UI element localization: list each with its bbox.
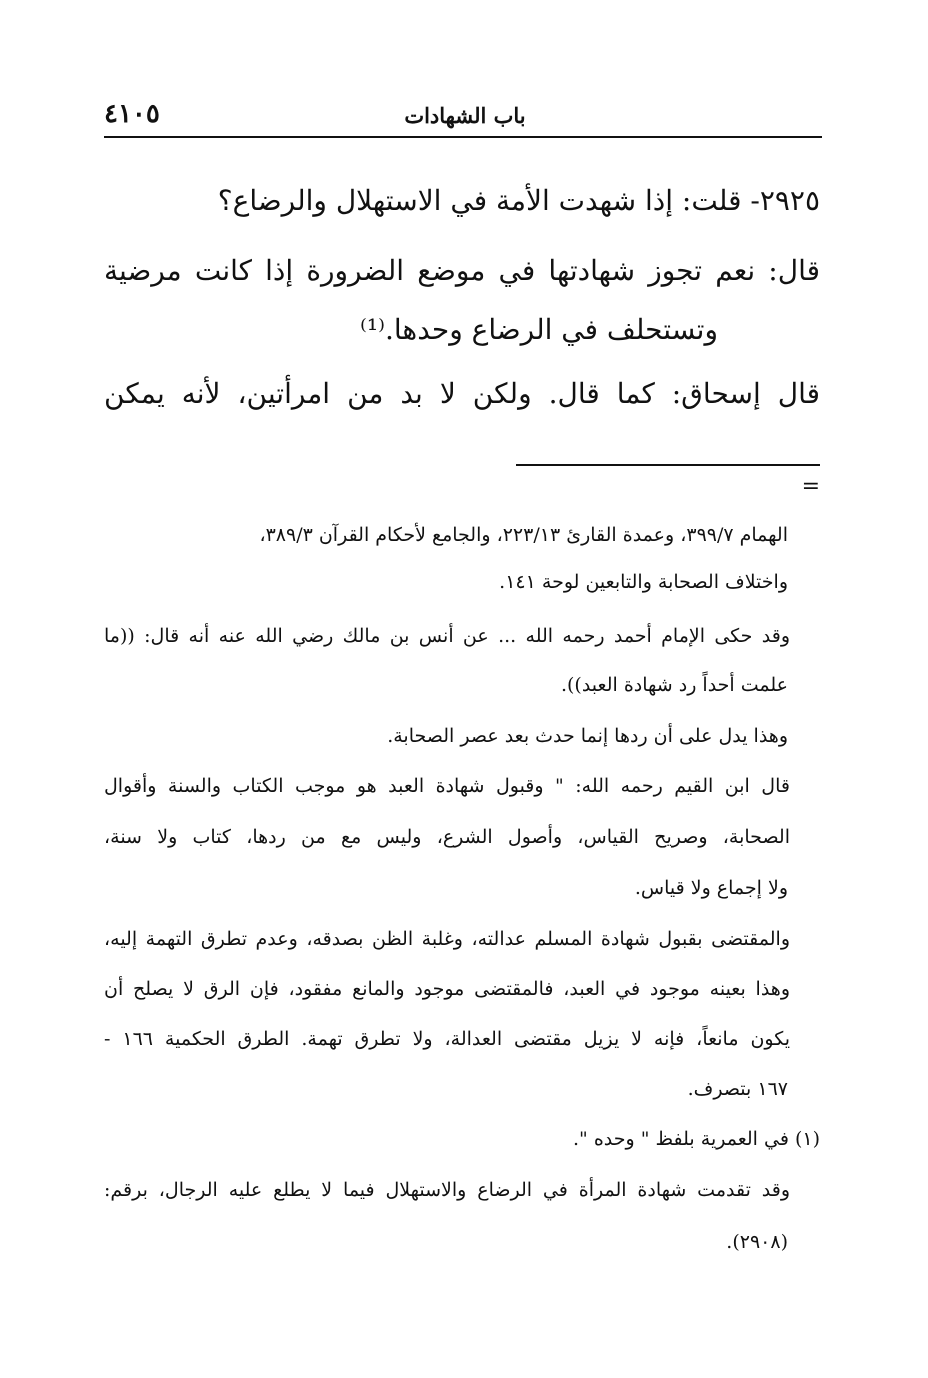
footnote-line: ١٦٧ بتصرف. [687,1078,788,1100]
footnote-line: الهمام ٣٩٩/٧، وعمدة القارئ ٢٢٣/١٣، والجامع لأحكام القرآن ٣٨٩/٣، [259,524,788,546]
footnote-line: قال ابن القيم رحمه الله: " وقبول شهادة العبد هو موجب الكتاب والسنة وأقوال [104,775,790,797]
footnote-line: والمقتضى بقبول شهادة المسلم عدالته، وغلبة الظن بصدقه، وعدم تطرق التهمة إليه، [104,928,790,950]
ishaq-line: قال إسحاق: كما قال. ولكن لا بد من امرأتين، لأنه يمكن [104,377,820,410]
header-rule [104,136,822,138]
footnote-line: الصحابة، وصريح القياس، وأصول الشرع، وليس مع من ردها، كتاب ولا سنة، [104,826,790,848]
page-number: ٤١٠٥ [104,99,160,129]
footnote-line: واختلاف الصحابة والتابعين لوحة ١٤١. [499,571,788,593]
footnote-line: علمت أحداً رد شهادة العبد)). [560,674,788,696]
footnote-line: وهذا بعينه موجود في العبد، فالمقتضى موجود والمانع مفقود، فإن الرق لا يصلح أن [104,978,790,1000]
footnote-line: وقد تقدمت شهادة المرأة في الرضاع والاستهلال فيما لا يطلع عليه الرجال، برقم: [104,1179,790,1201]
footnote-line: يكون مانعاً، فإنه لا يزيل مقتضى العدالة، ولا تطرق تهمة. الطرق الحكمية ١٦٦ - [104,1028,791,1050]
running-header-title: باب الشهادات [404,103,526,128]
footnote-line: وهذا يدل على أن ردها إنما حدث بعد عصر الصحابة. [387,725,788,747]
footnote-line: ولا إجماع ولا قياس. [634,877,788,899]
footnote-line: (٢٩٠٨). [726,1231,788,1253]
question-line: ٢٩٢٥- قلت: إذا شهدت الأمة في الاستهلال والرضاع؟ [217,184,820,217]
footnote-continuation-mark: = [801,474,820,499]
footnote-line: وقد حكى الإمام أحمد رحمه الله ... عن أنس بن مالك رضي الله عنه أنه قال: ((ما [104,625,790,647]
footnote-separator [516,464,820,466]
answer-line-2: وتستحلف في الرضاع وحدها.⁽¹⁾ [360,313,718,346]
footnote-1: (١) في العمرية بلفظ " وحده ". [573,1128,820,1150]
answer-line-1: قال: نعم تجوز شهادتها في موضع الضرورة إذا كانت مرضية [104,254,820,287]
